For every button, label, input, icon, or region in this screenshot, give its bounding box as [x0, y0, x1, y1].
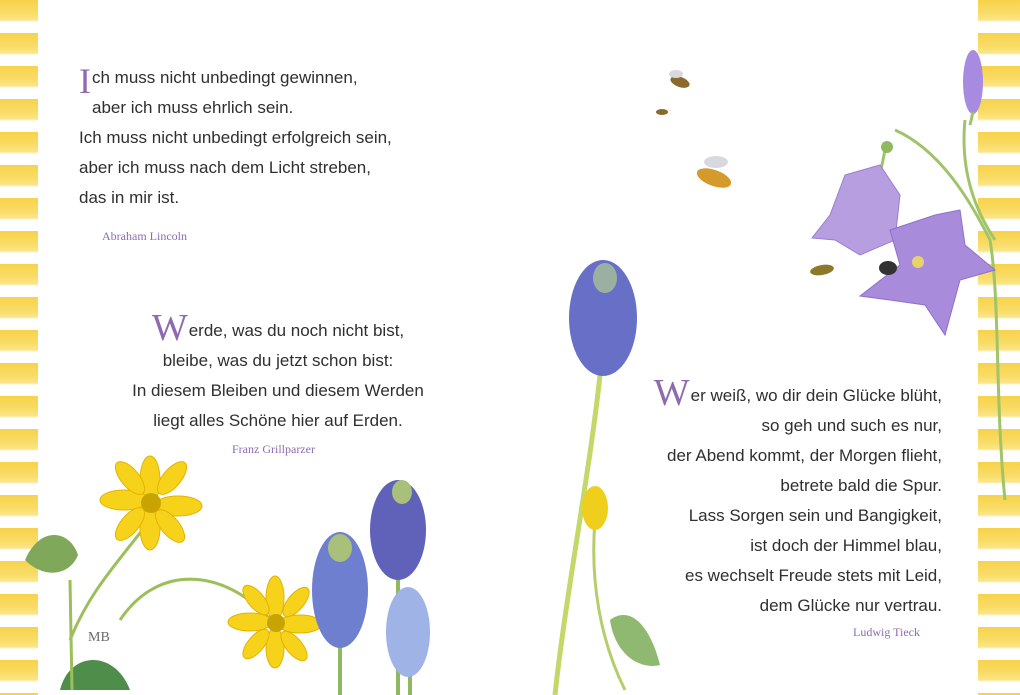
poem-line: Lass Sorgen sein und Bangigkeit,: [688, 506, 942, 525]
poem-line: ch muss nicht unbedingt gewinnen,: [92, 68, 358, 87]
poem-line: betrete bald die Spur.: [780, 476, 942, 495]
poem-line: es wechselt Freude stets mit Leid,: [684, 566, 942, 585]
right-border-stripes: [978, 0, 1020, 695]
poem-line: liegt alles Schöne hier auf Erden.: [153, 411, 403, 430]
drop-cap: W: [151, 307, 188, 349]
poem-line-text: er weiß, wo dir dein Glücke blüht,: [690, 386, 942, 405]
poem-line: der Abend kommt, der Morgen flieht,: [667, 446, 942, 465]
yellow-flower-icon: [70, 456, 202, 640]
poem-line: In diesem Bleiben und diesem Werden: [132, 381, 424, 400]
drop-cap: W: [653, 372, 690, 414]
grape-hyacinth-icon: [312, 480, 430, 695]
poem-author: Abraham Lincoln: [102, 229, 187, 243]
drop-cap: I: [79, 61, 91, 101]
poem-line: ist doch der Himmel blau,: [750, 536, 942, 555]
poem-author: Ludwig Tieck: [852, 625, 920, 639]
poem-line: Ich muss nicht unbedingt erfolgreich sein,: [79, 128, 392, 147]
poem-line: [653, 372, 942, 414]
poem-line: [118, 307, 438, 349]
poem-grillparzer: [118, 307, 438, 436]
bee-icon: [656, 70, 897, 277]
poem-line: aber ich muss nach dem Licht streben,: [79, 158, 371, 177]
artist-signature: MB: [88, 630, 110, 645]
poem-line: aber ich muss ehrlich sein.: [92, 98, 294, 117]
poem-line-text: erde, was du noch nicht bist,: [188, 321, 405, 340]
poem-author: Franz Grillparzer: [232, 442, 315, 456]
yellow-flower-icon: [120, 576, 322, 668]
poem-line: so geh und such es nur,: [761, 416, 942, 435]
grape-hyacinth-icon: [555, 260, 660, 695]
leaf-icon: [25, 535, 130, 690]
poem-lincoln: [79, 63, 392, 213]
poem-tieck: [653, 372, 942, 621]
poem-line: dem Glücke nur vertrau.: [759, 596, 942, 615]
left-border-stripes: [0, 0, 38, 695]
poem-line: das in mir ist.: [79, 188, 180, 207]
poem-line: bleibe, was du jetzt schon bist:: [162, 351, 394, 370]
